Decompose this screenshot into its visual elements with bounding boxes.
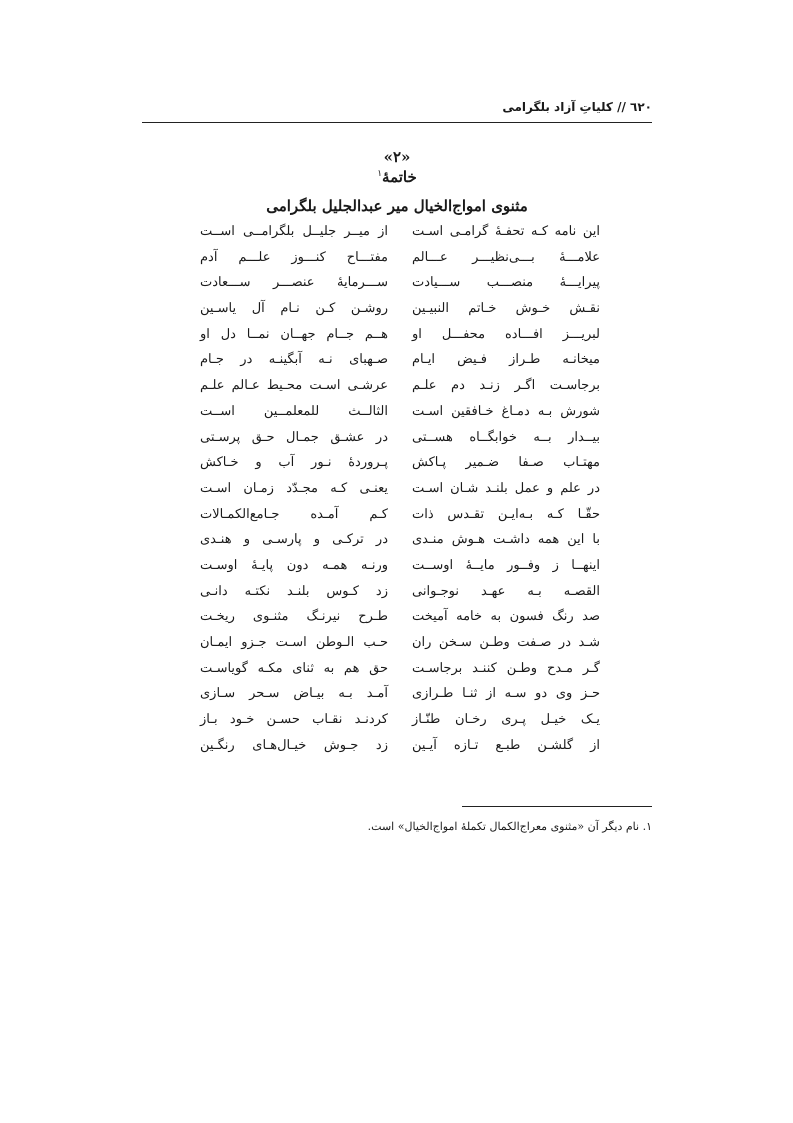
first-hemistich: شورش بـه دمـاغ خـافقین اسـت: [412, 403, 600, 419]
section-heading: [142, 168, 652, 186]
first-hemistich: حقّـا کـه بـه‌ایـن تقـدس ذات: [412, 506, 600, 522]
footnote-number: ۱.: [642, 820, 652, 833]
couplet: [200, 404, 600, 430]
first-hemistich: مهتـاب صـفا ضـمیر پـاکش: [412, 455, 600, 471]
second-hemistich: آمـد بـه بیـاض سـحر سـازی: [200, 686, 388, 702]
second-hemistich: حـب الـوطن اسـت جـزو ایمـان: [200, 635, 388, 650]
second-hemistich: مفتـــاح کنـــوز علـــم آدم: [200, 249, 388, 265]
couplet: [200, 661, 600, 687]
second-hemistich: از میــر جلیــل بلگرامــی اســت: [200, 224, 388, 239]
running-header: [142, 100, 652, 120]
first-hemistich: اینهــا ز وفــور مایــهٔ اوســت: [412, 557, 600, 573]
second-hemistich: یعنـی کـه مجـدّد زمـان اسـت: [200, 480, 388, 496]
couplet: [200, 455, 600, 481]
footnote-text: نام دیگر آن «مثنوی معراج‌الکمال تکملهٔ امواج‌الخیال» است.: [367, 820, 640, 833]
couplet: [200, 275, 600, 301]
couplet: [200, 609, 600, 635]
couplet: [200, 430, 600, 456]
couplet: [200, 481, 600, 507]
couplet: [200, 738, 600, 764]
footnote-reference: ۱: [377, 169, 383, 179]
footnote-rule: [462, 806, 652, 807]
couplet: [200, 378, 600, 404]
couplet: [200, 686, 600, 712]
second-hemistich: کـم آمـده جـامع‌الکمـالات: [200, 506, 388, 522]
second-hemistich: کردنـد نقـاب حسـن خـود بـاز: [200, 712, 388, 728]
heading-text: خاتمهٔ: [382, 168, 417, 186]
first-hemistich: گـر مـدح وطـن کننـد برجاسـت: [412, 660, 600, 676]
second-hemistich: در ترکـی و پارسـی و هنـدی: [200, 532, 388, 548]
second-hemistich: ورنـه همـه دون پایـهٔ اوسـت: [200, 557, 388, 573]
couplet: [200, 532, 600, 558]
second-hemistich: حق هم به ثنای مکـه گویاسـت: [200, 660, 388, 676]
first-hemistich: پیرایـــهٔ منصـــب ســـیادت: [412, 275, 600, 291]
page-number: ٦٢٠: [630, 100, 652, 114]
second-hemistich: پـروردهٔ نـور آب و خـاکش: [200, 455, 388, 471]
section-number: «۲»: [383, 148, 411, 166]
first-hemistich: القصـه بـه عهـد نوجـوانی: [412, 583, 600, 599]
second-hemistich: ســـرمایهٔ عنصـــر ســـعادت: [200, 275, 388, 291]
first-hemistich: لبریـــز افـــاده محفـــل او: [412, 326, 600, 342]
first-hemistich: علامـــهٔ بـــی‌نظیـــر عـــالم: [412, 249, 600, 265]
book-title: کلیاتِ آزاد بلگرامی: [502, 100, 613, 114]
couplet: [200, 250, 600, 276]
second-hemistich: طـرح نیرنـگ مثنـوی ریخـت: [200, 609, 388, 625]
second-hemistich: زد کـوس بلنـد نکتـه دانـی: [200, 583, 388, 599]
second-hemistich: هــم جــام جهــان نمــا دل او: [200, 326, 388, 342]
couplet: [200, 712, 600, 738]
first-hemistich: با این همه داشـت هـوش منـدی: [412, 532, 600, 548]
couplet: [200, 352, 600, 378]
couplet: [200, 635, 600, 661]
first-hemistich: بیــدار بــه خوابگــاه هســتی: [412, 429, 600, 445]
couplet: [200, 327, 600, 353]
first-hemistich: حـز وی دو سـه از ثنـا طـرازی: [412, 686, 600, 702]
header-rule: [142, 122, 652, 123]
couplet: [200, 558, 600, 584]
second-hemistich: روشـن کـن نـام آل یاسـین: [200, 301, 388, 317]
header-separator: //: [617, 100, 626, 114]
first-hemistich: میخانـه طـراز فـیض ایـام: [412, 352, 600, 368]
couplet: [200, 584, 600, 610]
second-hemistich: زد جـوش خیـال‌هـای رنگـین: [200, 737, 388, 753]
first-hemistich: این نامه کـه تحفـهٔ گرامـی اسـت: [412, 224, 600, 239]
second-hemistich: در عشـق جمـال حـق پرسـتی: [200, 429, 388, 445]
couplet-list: [200, 224, 600, 763]
couplet: [200, 301, 600, 327]
first-hemistich: در علم و عمل بلنـد شـان اسـت: [412, 480, 600, 496]
first-hemistich: شـد در صـفت وطـن سـخن ران: [412, 635, 600, 650]
poem-title: مثنوی امواج‌الخیال میر عبدالجلیل بلگرامی: [266, 197, 528, 215]
first-hemistich: یـک خیـل پـری رخـان طنّـاز: [412, 712, 600, 728]
second-hemistich: صـهبای نـه آبگینـه در جـام: [200, 352, 388, 368]
first-hemistich: برجاسـت اگـر زنـد دم علـم: [412, 378, 600, 394]
first-hemistich: صد رنگ فسون به خامه آمیخت: [412, 609, 600, 625]
couplet: [200, 224, 600, 250]
first-hemistich: نقـش خـوش خـاتم النبیـین: [412, 301, 600, 317]
first-hemistich: از گلشـن طبـع تـازه آیـین: [412, 737, 600, 753]
couplet: [200, 507, 600, 533]
footnote: [142, 820, 652, 833]
second-hemistich: عرشـی اسـت محـیط عـالم علـم: [200, 378, 388, 394]
second-hemistich: الثالــث للمعلمــین اســت: [200, 403, 388, 419]
